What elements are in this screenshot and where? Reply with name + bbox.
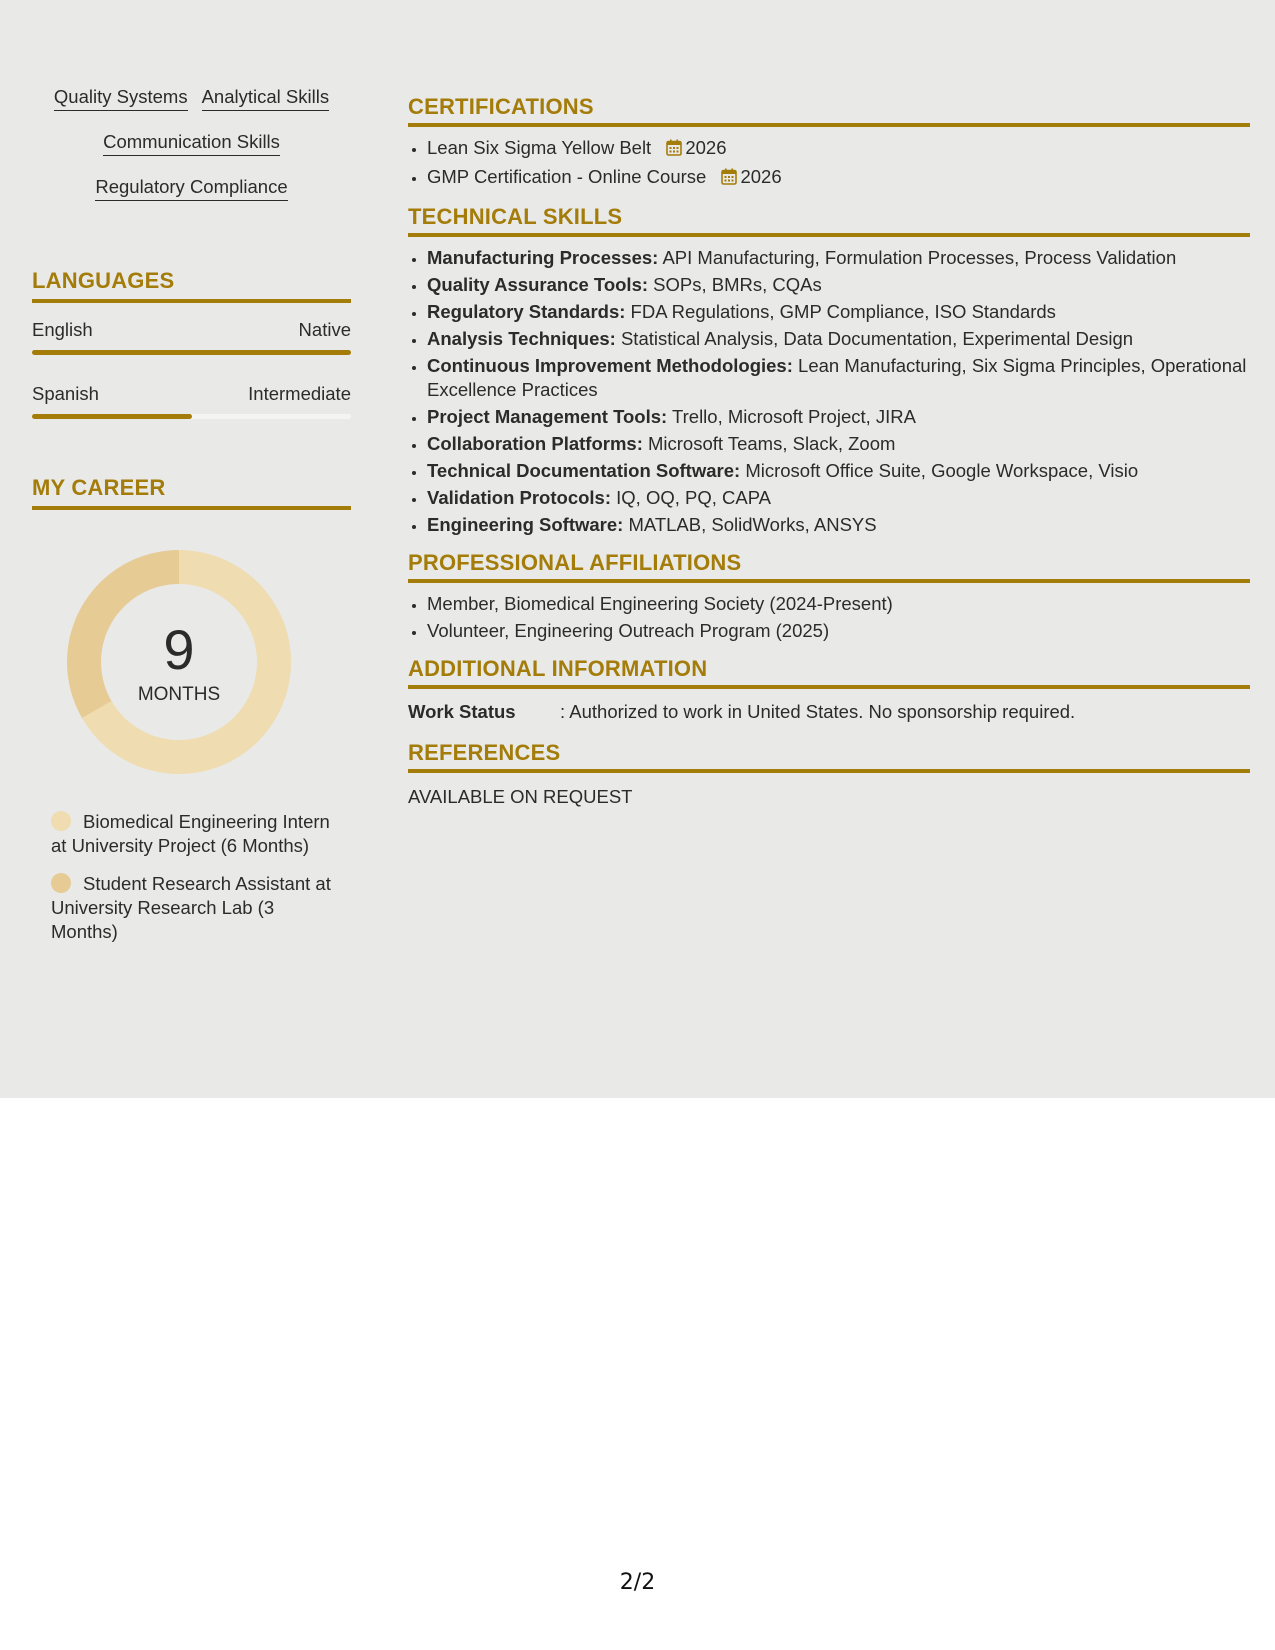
languages-heading: LANGUAGES <box>32 268 351 303</box>
skill-category: Continuous Improvement Methodologies: <box>427 355 793 376</box>
career-heading: MY CAREER <box>32 475 351 510</box>
affiliations-list <box>408 592 1250 643</box>
skill-tag: Communication Skills <box>103 129 280 156</box>
left-column <box>32 84 351 958</box>
skill-tag: Regulatory Compliance <box>95 174 287 201</box>
right-column <box>408 94 1250 809</box>
skill-row <box>32 84 351 129</box>
career-legend <box>32 810 331 944</box>
skill-tags <box>32 84 351 219</box>
language-name: English <box>32 319 93 340</box>
skill-category: Project Management Tools: <box>427 406 668 427</box>
skill-tag: Quality Systems <box>54 84 188 111</box>
technical-skills-list <box>408 246 1250 537</box>
technical-skill-item <box>427 513 1250 537</box>
legend-label: Biomedical Engineering Intern at University Project (6 Months) <box>51 811 330 856</box>
technical-skill-item <box>427 354 1250 402</box>
references-heading: REFERENCES <box>408 740 1250 773</box>
certification-date <box>721 165 781 191</box>
skill-category: Collaboration Platforms: <box>427 433 643 454</box>
skill-values: Lean Manufacturing, Six Sigma Principles, Operational Excellence Practices <box>427 355 1247 400</box>
affiliation-item: • Volunteer, Engineering Outreach Program (2025) <box>427 619 1250 643</box>
certification-date <box>666 136 726 162</box>
skill-category: Regulatory Standards: <box>427 301 626 322</box>
legend-label: Student Research Assistant at University Research Lab (3 Months) <box>51 873 331 942</box>
languages-list <box>32 319 351 419</box>
technical-skill-item <box>427 459 1250 483</box>
additional-info-heading: ADDITIONAL INFORMATION <box>408 656 1250 689</box>
technical-skill-item <box>427 432 1250 456</box>
certifications-list <box>408 136 1250 191</box>
career-unit: MONTHS <box>137 684 221 705</box>
technical-skill-item <box>427 327 1250 351</box>
certification-year: 2026 <box>685 137 727 158</box>
skill-values: IQ, OQ, PQ, CAPA <box>611 487 772 508</box>
technical-skill-item <box>427 405 1250 429</box>
legend-item <box>51 872 331 944</box>
language-bar <box>32 350 351 355</box>
language-name: Spanish <box>32 383 99 404</box>
certification-year: 2026 <box>740 166 782 187</box>
language-item <box>32 383 351 419</box>
work-status-row <box>408 700 1250 724</box>
skill-category: Manufacturing Processes: <box>427 247 659 268</box>
skill-values: API Manufacturing, Formulation Processes, Process Validation <box>658 247 1177 268</box>
skill-row <box>32 129 351 174</box>
skill-values: Microsoft Office Suite, Google Workspace, Visio <box>740 460 1139 481</box>
skill-category: Engineering Software: <box>427 514 624 535</box>
calendar-icon <box>721 167 737 191</box>
skill-values: FDA Regulations, GMP Compliance, ISO Standards <box>625 301 1056 322</box>
technical-skill-item <box>427 300 1250 324</box>
skill-values: Statistical Analysis, Data Documentation, Experimental Design <box>615 328 1134 349</box>
language-bar-fill <box>32 350 351 355</box>
language-item <box>32 319 351 355</box>
language-bar-fill <box>32 414 192 419</box>
skill-category: Validation Protocols: <box>427 487 611 508</box>
technical-skill-item <box>427 273 1250 297</box>
skill-values: Microsoft Teams, Slack, Zoom <box>642 433 896 454</box>
calendar-icon <box>666 138 682 162</box>
certification-item <box>427 165 1250 191</box>
technical-skill-item <box>427 246 1250 270</box>
career-total: 9 <box>163 618 195 681</box>
page-number: 2/2 <box>619 1570 656 1595</box>
career-donut <box>67 550 291 774</box>
references-text: AVAILABLE ON REQUEST <box>408 786 633 807</box>
technical-skill-item <box>427 486 1250 510</box>
skill-category: Quality Assurance Tools: <box>427 274 649 295</box>
language-level: Native <box>298 319 351 340</box>
skill-tag: Analytical Skills <box>202 84 330 111</box>
skill-row <box>32 174 351 219</box>
language-bar <box>32 414 351 419</box>
skill-category: Technical Documentation Software: <box>427 460 741 481</box>
language-level: Intermediate <box>248 383 351 404</box>
legend-dot <box>51 811 71 831</box>
certification-item <box>427 136 1250 162</box>
work-status-label: Work Status <box>408 701 516 722</box>
legend-item <box>51 810 331 858</box>
skill-values: MATLAB, SolidWorks, ANSYS <box>623 514 877 535</box>
work-status-value: : Authorized to work in United States. No sponsorship required. <box>560 701 1076 722</box>
certifications-heading: CERTIFICATIONS <box>408 94 1250 127</box>
affiliation-item: • Member, Biomedical Engineering Society (2024-Present) <box>427 592 1250 616</box>
legend-dot <box>51 873 71 893</box>
certification-name: GMP Certification - Online Course <box>427 166 707 187</box>
affiliations-heading: PROFESSIONAL AFFILIATIONS <box>408 550 1250 583</box>
certification-name: Lean Six Sigma Yellow Belt <box>427 137 652 158</box>
skill-values: Trello, Microsoft Project, JIRA <box>667 406 916 427</box>
technical-skills-heading: TECHNICAL SKILLS <box>408 204 1250 237</box>
skill-values: SOPs, BMRs, CQAs <box>648 274 822 295</box>
skill-category: Analysis Techniques: <box>427 328 616 349</box>
